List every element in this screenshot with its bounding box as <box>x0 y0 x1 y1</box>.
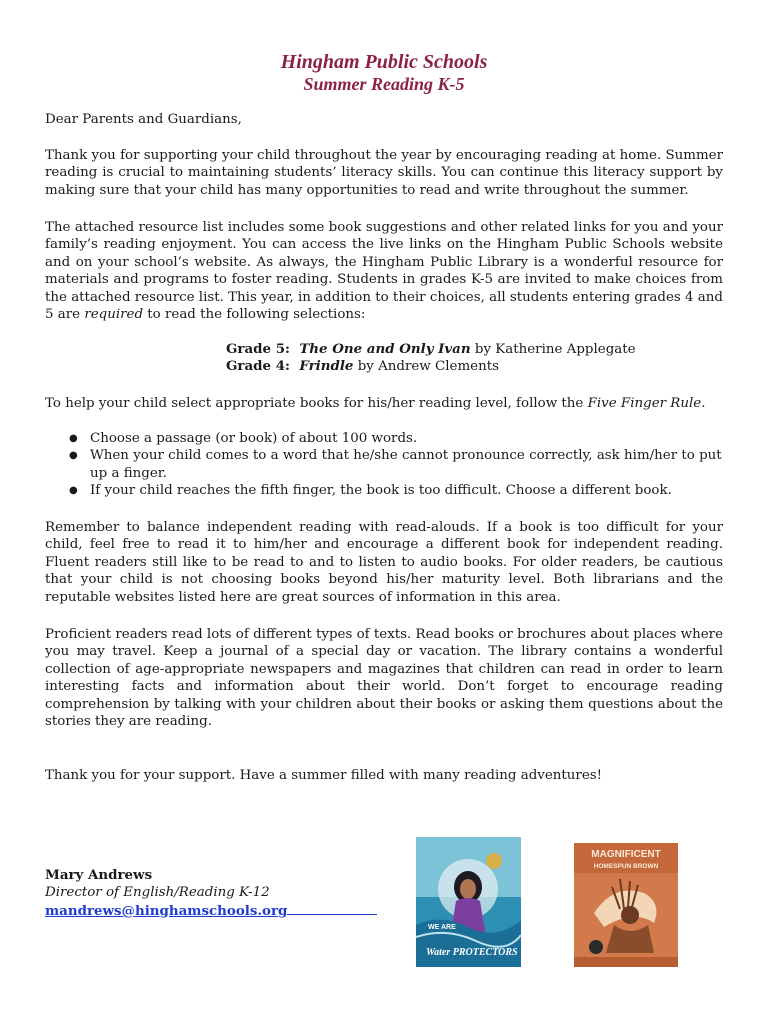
grade5-title: The One and Only Ivan <box>299 341 471 357</box>
cover-art <box>416 837 521 967</box>
grade5-label: Grade 5 <box>226 341 286 357</box>
cover1-line1: WE ARE <box>428 924 456 931</box>
list-item: ● Choose a passage (or book) of about 100 words. <box>45 430 723 447</box>
five-finger-list <box>45 430 723 500</box>
required-emphasis: required <box>84 307 144 323</box>
page-subtitle: Summer Reading K-5 <box>303 74 465 94</box>
five-finger-rule: Five Finger Rule. <box>587 396 706 411</box>
grade4-author: by Andrew Clements <box>357 359 499 375</box>
paragraph-five-finger <box>45 395 723 412</box>
signer-role: Director of English/Reading K-12 <box>45 885 270 901</box>
grade4-line: Grade 4: Frindle by Andrew Clements <box>226 358 499 375</box>
paragraph-proficient: Proficient readers read lots of different types of texts. Read books or brochures about places where you may travel. Keep a journal of a special day or vacation. The library contains a wonderful collection of age-appropriate newspapers and magazines that children can read in order to learn interesting facts and information about their world. Don’t forget to encourage reading comprehension by talking with your children about their books or asking them questions about the stories they are reading. <box>45 627 723 730</box>
grade5-author: by Katherine Applegate <box>474 342 636 357</box>
grade4-title: Frindle <box>299 358 354 375</box>
list-item: ● When your child comes to a word that he/she cannot pronounce correctly, ask him/her to put up a finger. <box>45 447 723 482</box>
book-cover-water-protectors <box>416 837 521 967</box>
cover-art <box>574 843 678 967</box>
cover2-line1: MAGNIFICENT <box>591 849 661 860</box>
grade4-label: Grade 4 <box>226 358 286 375</box>
closing-line: Thank you for your support. Have a summer filled with many reading adventures! <box>45 768 602 783</box>
email-link[interactable]: mandrews@hinghamschools.org <box>45 902 288 919</box>
paragraph-intro: Thank you for supporting your child throughout the year by encouraging reading at home. Summer reading is crucial to maintaining students’ literacy skills. You can continue this literacy support by making sure that your child has many opportunities to read and write throughout the summer. <box>45 148 723 198</box>
cover2-line2: HOMESPUN BROWN <box>593 863 659 870</box>
paragraph-resources-text: The attached resource list includes some book suggestions and other related links for you and your family’s reading enjoyment. You can access the live links on the Hingham Public Schools website and on your school’s website. As always, the Hingham Public Library is a wonderful resource for materials and programs to foster reading. Students in grades K-5 are invited to make choices from the attached resource list. This year, in addition to their choices, all students entering grades 4 and 5 are <box>45 220 723 323</box>
signer-name: Mary Andrews <box>45 867 153 883</box>
salutation: Dear Parents and Guardians, <box>45 112 242 127</box>
cover1-line2: Water PROTECTORS <box>426 947 518 958</box>
grade5-line: Grade 5: The One and Only Ivan by Katherine Applegate <box>226 341 636 357</box>
list-item: ● If your child reaches the fifth finger, the book is too difficult. Choose a different book. <box>45 482 723 499</box>
book-cover-magnificent-homespun-brown <box>574 843 678 967</box>
paragraph-resources-tail: to read the following selections: <box>143 307 366 323</box>
required-books <box>226 341 723 376</box>
paragraph-read-alouds: Remember to balance independent reading with read-alouds. If a book is too difficult for your child, feel free to read it to him/her and encourage a different book for independent reading. Fluent readers still like to be read to and to listen to audio books. For older readers, be cautious that your child is not choosing books beyond his/her maturity level. Both librarians and the reputable websites listed here are great sources of information in this area. <box>45 520 723 605</box>
paragraph-resources <box>45 219 723 323</box>
paragraph-five-finger-text: To help your child select appropriate books for his/her reading level, follow the <box>45 396 588 411</box>
page-title: Hingham Public Schools <box>280 51 488 73</box>
signature-block <box>45 867 405 920</box>
email-underline <box>287 902 377 915</box>
